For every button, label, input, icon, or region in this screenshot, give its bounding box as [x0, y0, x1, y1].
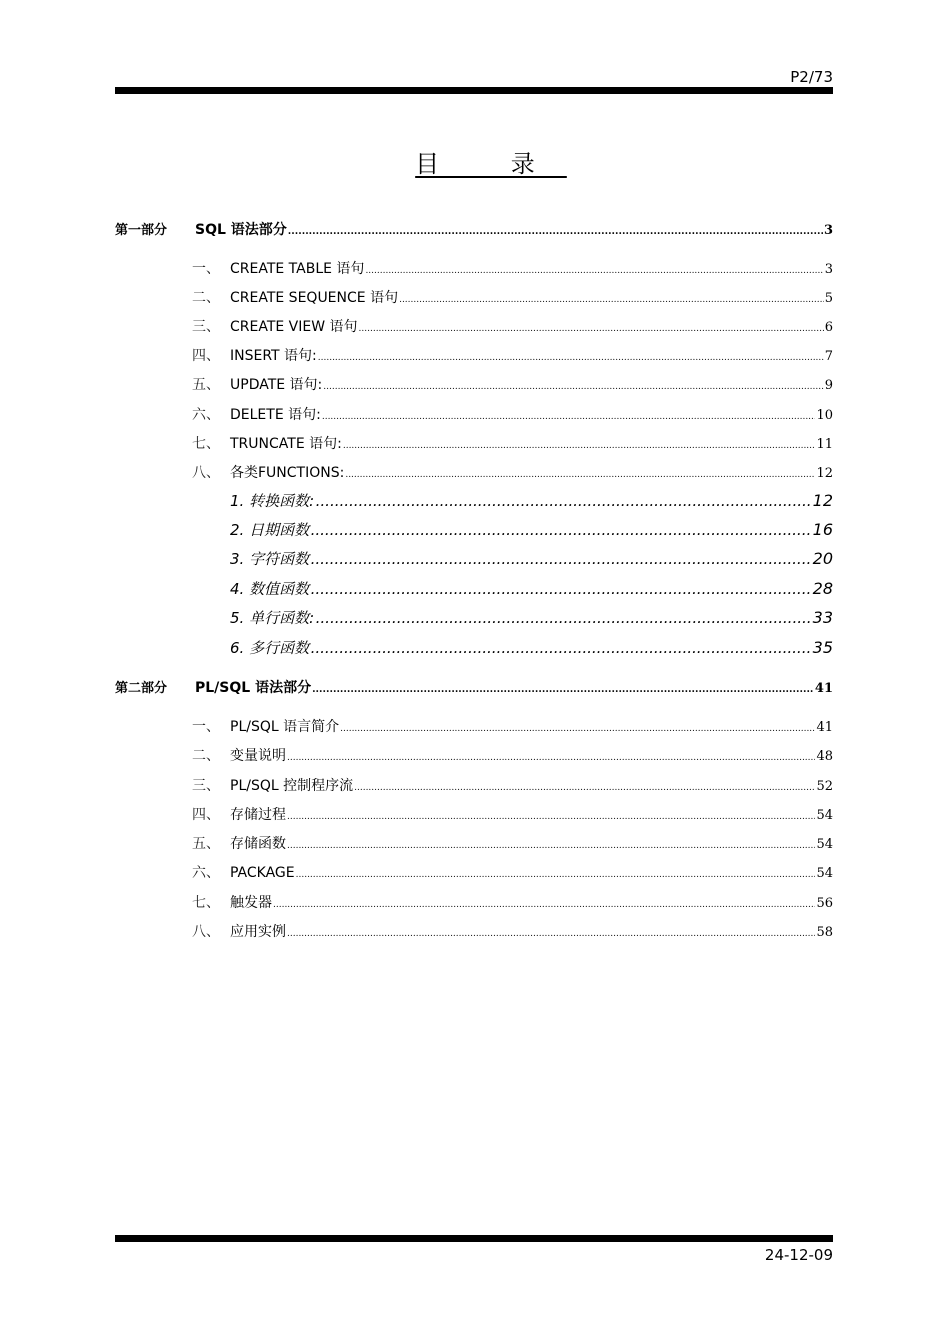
- header-rule: [115, 87, 833, 94]
- toc-subentry[interactable]: [115, 607, 833, 628]
- page-header-number: P2/73: [790, 68, 833, 86]
- part-title: PL/SQL 语法部分: [195, 680, 312, 696]
- toc-entry[interactable]: [115, 258, 833, 278]
- leader-dots: [287, 812, 815, 822]
- toc-subentry[interactable]: [115, 637, 833, 658]
- section-number: 六、: [192, 865, 220, 881]
- section-number: 三、: [192, 319, 220, 335]
- section-number: 五、: [192, 836, 220, 852]
- page-ref: 54: [816, 837, 833, 852]
- leader-dots: [315, 609, 812, 627]
- section-title: 各类FUNCTIONS:: [230, 465, 345, 481]
- toc-entry[interactable]: [115, 775, 833, 795]
- leader-dots: [288, 226, 823, 237]
- section-number: 六、: [192, 407, 220, 423]
- leader-dots: [340, 724, 815, 734]
- section-title: CREATE SEQUENCE 语句: [230, 290, 399, 306]
- subsection-title: 4. 数值函数: [230, 580, 310, 598]
- toc-part-1[interactable]: [115, 219, 833, 239]
- footer-date: 24-12-09: [764, 1246, 833, 1264]
- section-number: 八、: [192, 465, 220, 481]
- section-title: 触发器: [230, 895, 272, 911]
- toc-entry[interactable]: [115, 921, 833, 941]
- section-title: 变量说明: [230, 748, 286, 764]
- page-ref: 52: [816, 779, 833, 794]
- leader-dots: [310, 639, 812, 657]
- toc-entry[interactable]: [115, 833, 833, 853]
- toc-entry[interactable]: [115, 462, 833, 482]
- leader-dots: [323, 382, 823, 392]
- toc-entry[interactable]: [115, 404, 833, 424]
- part-number: 第二部分: [115, 681, 168, 696]
- part-number: 第一部分: [115, 223, 168, 238]
- leader-dots: [287, 753, 815, 763]
- leader-dots: [312, 684, 814, 695]
- page-ref: 11: [816, 437, 833, 452]
- toc-entry[interactable]: [115, 862, 833, 882]
- leader-dots: [273, 900, 815, 910]
- page-ref: 56: [816, 896, 833, 911]
- toc-subentry[interactable]: [115, 548, 833, 569]
- page-ref: 54: [816, 808, 833, 823]
- section-title: PL/SQL 语言简介: [230, 719, 340, 735]
- toc-entry[interactable]: [115, 287, 833, 307]
- toc-part-2[interactable]: [115, 677, 833, 697]
- toc-entry[interactable]: [115, 316, 833, 336]
- leader-dots: [359, 324, 824, 334]
- section-title: CREATE VIEW 语句: [230, 319, 358, 335]
- leader-dots: [345, 470, 815, 480]
- leader-dots: [322, 412, 816, 422]
- page-ref: 41: [814, 681, 833, 696]
- toc-subentry[interactable]: [115, 519, 833, 540]
- toc-title: 目 录: [415, 150, 567, 178]
- page-ref: 7: [824, 349, 833, 364]
- page-ref: 10: [816, 408, 833, 423]
- section-number: 一、: [192, 261, 220, 277]
- page-ref: 3: [824, 262, 833, 277]
- toc-entry[interactable]: [115, 716, 833, 736]
- page-ref: 12: [812, 491, 833, 510]
- leader-dots: [296, 870, 816, 880]
- page-ref: 58: [816, 925, 833, 940]
- toc-entry[interactable]: [115, 345, 833, 365]
- section-title: 存储过程: [230, 807, 286, 823]
- leader-dots: [318, 353, 824, 363]
- toc-entry[interactable]: [115, 433, 833, 453]
- leader-dots: [287, 841, 815, 851]
- leader-dots: [354, 783, 815, 793]
- toc-entry[interactable]: [115, 892, 833, 912]
- part-title: SQL 语法部分: [195, 222, 287, 238]
- section-number: 七、: [192, 436, 220, 452]
- toc-subentry[interactable]: [115, 578, 833, 599]
- subsection-title: 2. 日期函数: [230, 521, 310, 539]
- subsection-title: 1. 转换函数:: [230, 492, 315, 510]
- page-ref: 9: [824, 378, 833, 393]
- page-ref: 41: [816, 720, 833, 735]
- section-number: 四、: [192, 348, 220, 364]
- leader-dots: [365, 266, 823, 276]
- section-title: PACKAGE: [230, 865, 295, 881]
- page-ref: 12: [816, 466, 833, 481]
- page-ref: 33: [812, 608, 833, 627]
- section-number: 二、: [192, 748, 220, 764]
- section-title: CREATE TABLE 语句: [230, 261, 365, 277]
- section-title: DELETE 语句:: [230, 407, 321, 423]
- leader-dots: [287, 929, 815, 939]
- section-title: TRUNCATE 语句:: [230, 436, 342, 452]
- leader-dots: [399, 295, 824, 305]
- section-number: 五、: [192, 377, 220, 393]
- leader-dots: [343, 441, 816, 451]
- page-ref: 3: [823, 223, 833, 238]
- page-ref: 6: [824, 320, 833, 335]
- section-title: INSERT 语句:: [230, 348, 317, 364]
- footer-rule: [115, 1235, 833, 1242]
- page-ref: 28: [812, 579, 833, 598]
- section-number: 三、: [192, 778, 220, 794]
- subsection-title: 6. 多行函数: [230, 639, 310, 657]
- leader-dots: [310, 580, 812, 598]
- page-ref: 48: [816, 749, 833, 764]
- section-title: 应用实例: [230, 924, 286, 940]
- page-ref: 16: [812, 520, 833, 539]
- section-number: 八、: [192, 924, 220, 940]
- toc-entry[interactable]: [115, 804, 833, 824]
- leader-dots: [310, 550, 812, 568]
- section-title: 存储函数: [230, 836, 286, 852]
- page-ref: 5: [824, 291, 833, 306]
- section-number: 二、: [192, 290, 220, 306]
- section-title: UPDATE 语句:: [230, 377, 323, 393]
- page-ref: 20: [812, 549, 833, 568]
- subsection-title: 3. 字符函数: [230, 550, 310, 568]
- toc-subentry[interactable]: [115, 490, 833, 511]
- page-ref: 54: [816, 866, 833, 881]
- page-ref: 35: [812, 638, 833, 657]
- toc-entry[interactable]: [115, 745, 833, 765]
- toc-entry[interactable]: [115, 374, 833, 394]
- section-title: PL/SQL 控制程序流: [230, 778, 354, 794]
- leader-dots: [310, 521, 812, 539]
- section-number: 一、: [192, 719, 220, 735]
- leader-dots: [315, 492, 812, 510]
- subsection-title: 5. 单行函数:: [230, 609, 315, 627]
- section-number: 七、: [192, 895, 220, 911]
- section-number: 四、: [192, 807, 220, 823]
